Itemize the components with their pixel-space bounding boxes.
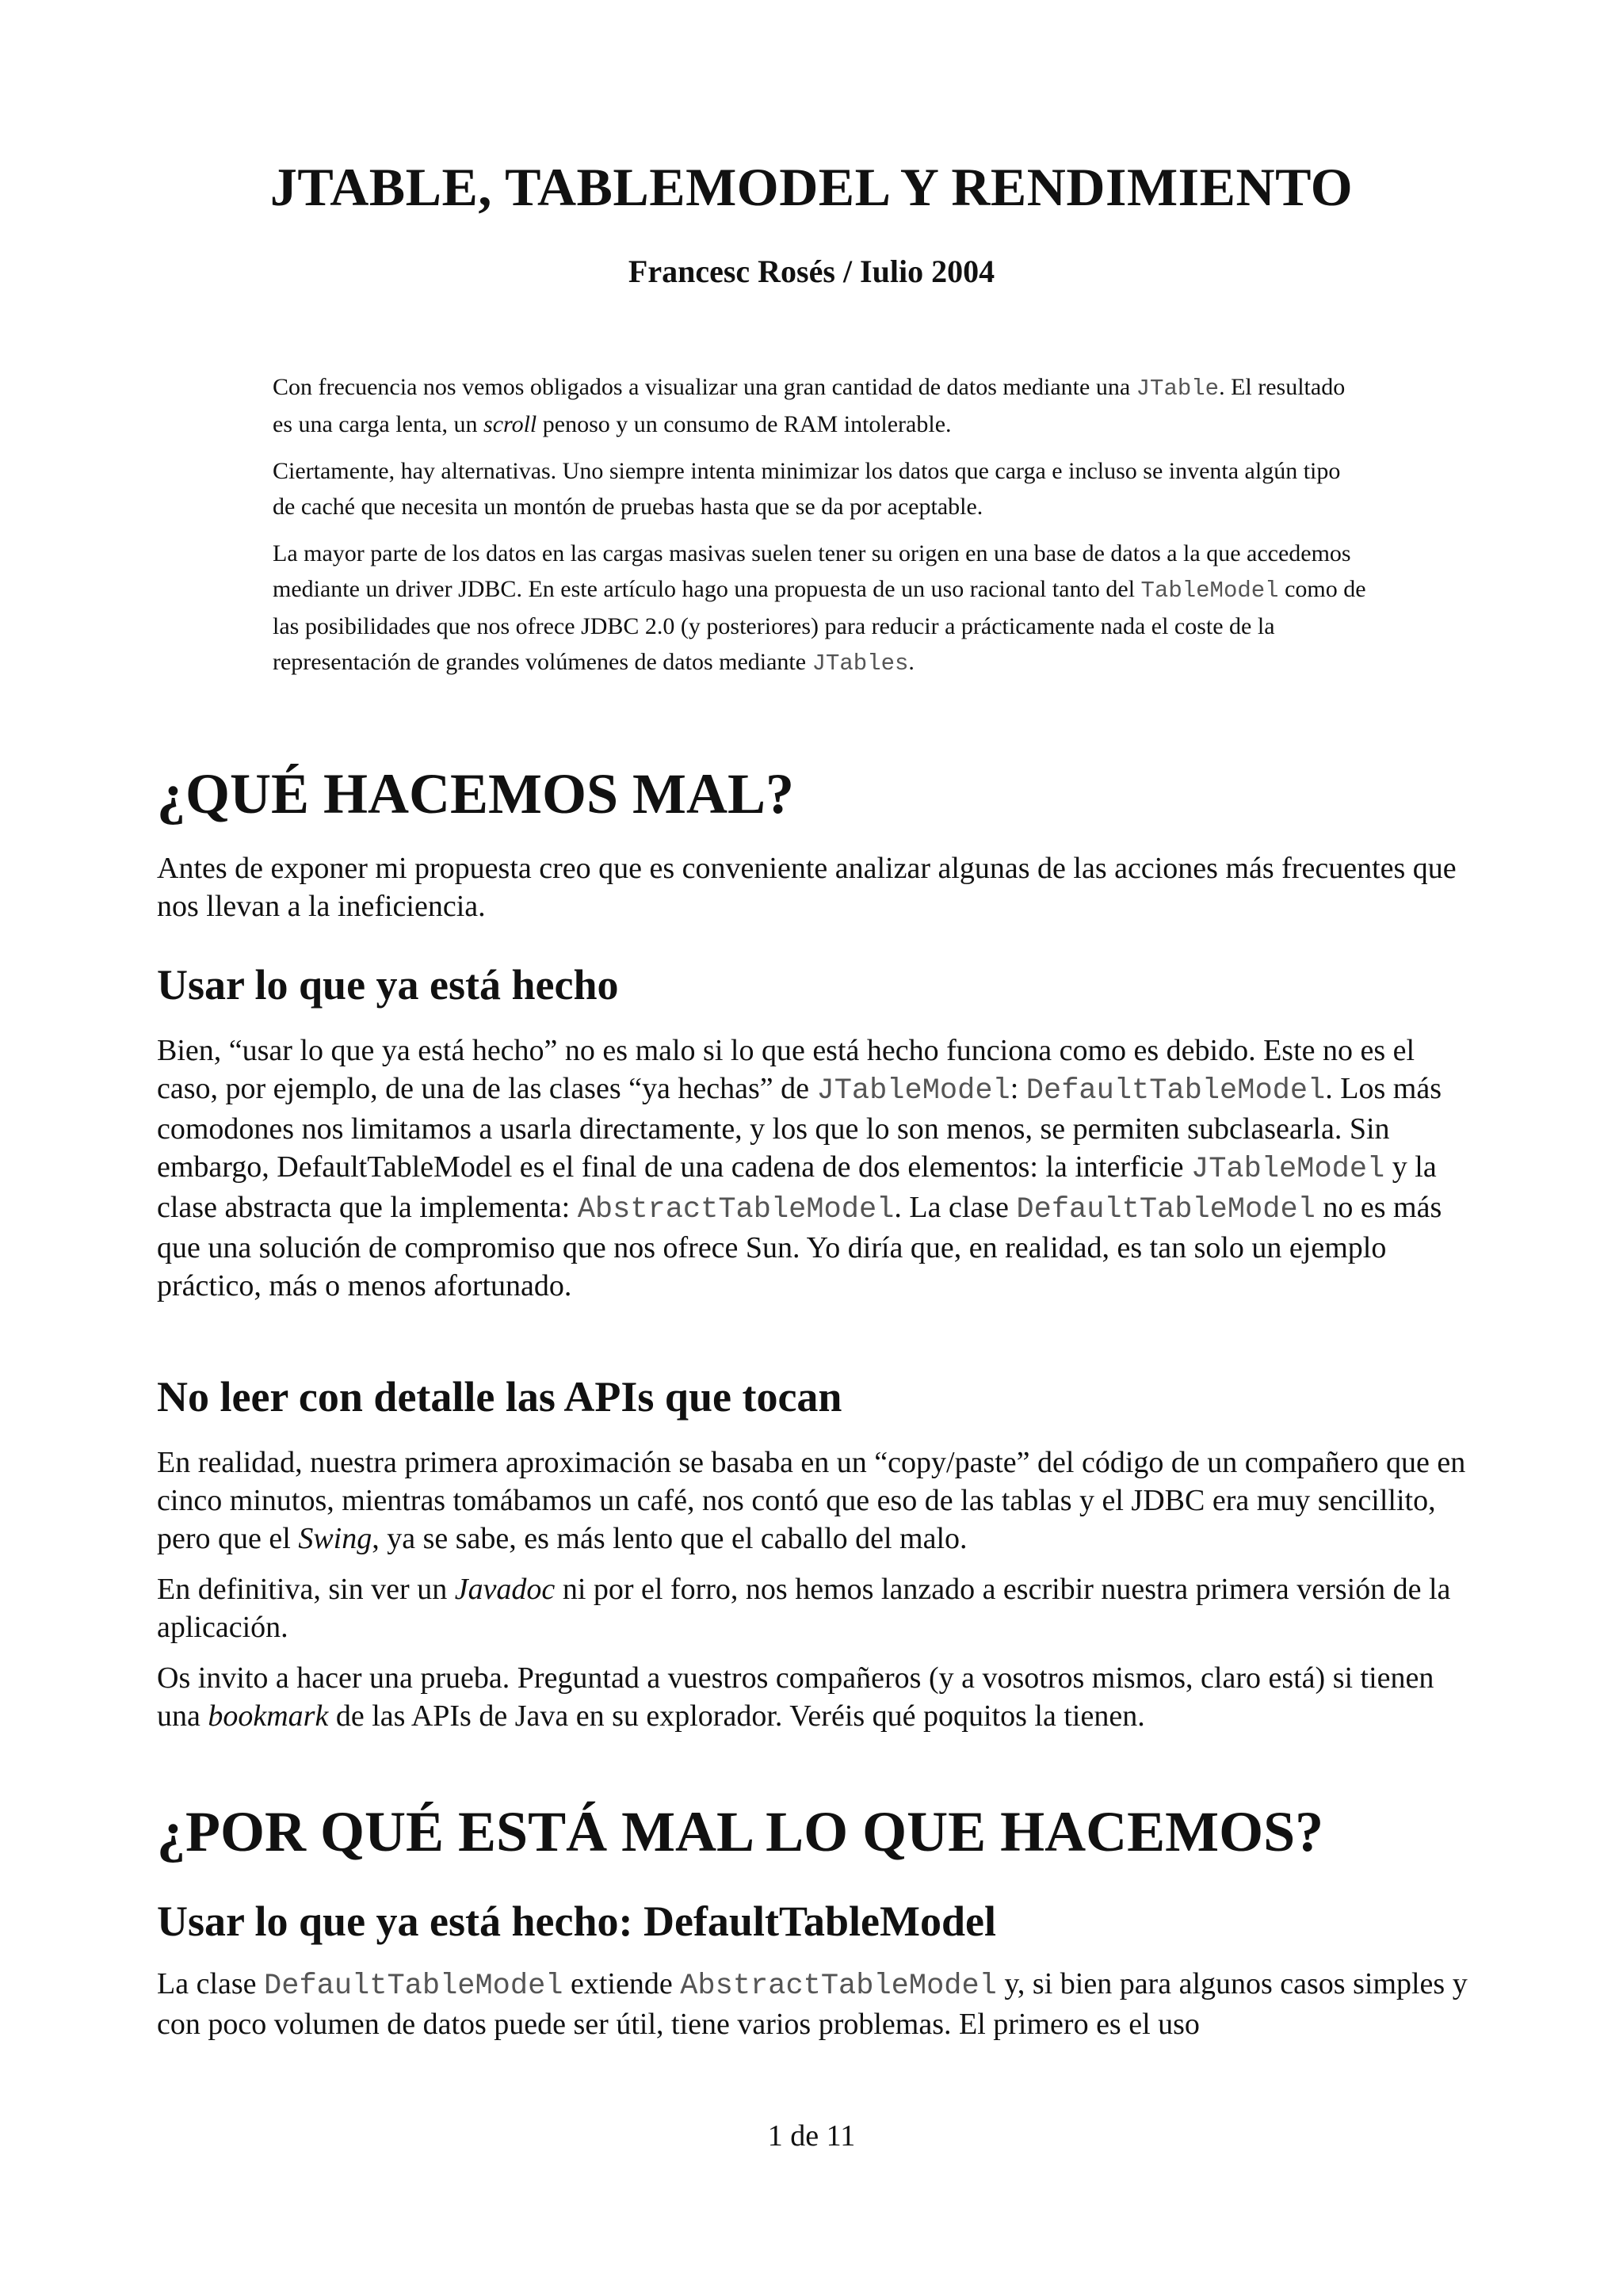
code-inline: AbstractTableModel: [577, 1193, 895, 1226]
text-run: ni por el forro, nos hemos lanzado a escribir nuestra primera versión de la aplicación.: [157, 1573, 1451, 1644]
text-run: Con frecuencia nos vemos obligados a visualizar una gran cantidad de datos mediante una: [273, 374, 1136, 400]
text-run: , ya se sabe, es más lento que el caballo del malo.: [372, 1522, 968, 1555]
subsection-default-table-model-body: [157, 1965, 1472, 2056]
text-run: no es más que una solución de compromiso que nos ofrece Sun. Yo diría que, en realidad, es tan solo un ejemplo práctico, más o menos afortunado.: [157, 1191, 1442, 1302]
body-paragraph: [157, 1659, 1472, 1735]
body-paragraph: [157, 1032, 1472, 1305]
abstract: [273, 369, 1366, 692]
text-run: extiende: [563, 1967, 681, 2000]
code-inline: DefaultTableModel: [264, 1970, 563, 2003]
text-run: como de las posibilidades que nos ofrece JDBC 2.0 (y posteriores) para reducir a prácticamente nada el coste de la representación de grandes volúmenes de datos mediante: [273, 576, 1366, 675]
code-inline: AbstractTableModel: [680, 1970, 997, 2003]
author-date-line: Francesc Rosés / Iulio 2004: [628, 254, 995, 289]
code-inline: JTableModel: [1191, 1153, 1385, 1186]
emphasis: Swing: [298, 1522, 372, 1555]
text-run: y la clase abstracta que la implementa:: [157, 1150, 1437, 1224]
section-heading-por-que-esta-mal: ¿POR QUÉ ESTÁ MAL LO QUE HACEMOS?: [157, 1800, 1324, 1863]
text-run: Os invito a hacer una prueba. Preguntad a vuestros compañeros (y a vosotros mismos, claro está) si tienen una: [157, 1661, 1434, 1733]
text-run: :: [1010, 1072, 1026, 1105]
code-inline: JTables: [812, 650, 909, 677]
body-paragraph: [157, 1444, 1472, 1558]
emphasis: scroll: [483, 411, 537, 437]
subheading-no-leer-apis: No leer con detalle las APIs que tocan: [157, 1373, 842, 1421]
body-paragraph: Antes de exponer mi propuesta creo que es conveniente analizar algunas de las acciones más frecuentes que nos llevan a la ineficiencia.: [157, 852, 1457, 923]
subheading-default-table-model: Usar lo que ya está hecho: DefaultTableModel: [157, 1897, 996, 1945]
text-run: y, si bien para algunos casos simples y con poco volumen de datos puede ser útil, tiene varios problemas. El primero es el uso: [157, 1967, 1468, 2041]
text-run: Bien, “usar lo que ya está hecho” no es malo si lo que está hecho funciona como es debido. Este no es el caso, por ejemplo, de una de las clases “ya hechas” de: [157, 1034, 1415, 1105]
emphasis: bookmark: [208, 1699, 329, 1733]
subheading-usar-lo-hecho: Usar lo que ya está hecho: [157, 961, 619, 1009]
text-run: La mayor parte de los datos en las cargas masivas suelen tener su origen en una base de datos a la que accedemos mediante un driver JDBC. En este artículo hago una propuesta de un uso racional tanto del: [273, 540, 1351, 602]
text-run: La clase: [157, 1967, 265, 2000]
section-heading-que-hacemos-mal: ¿QUÉ HACEMOS MAL?: [157, 762, 795, 826]
section-1-intro: [157, 849, 1472, 938]
page-number: 1 de 11: [767, 2119, 856, 2153]
code-inline: TableModel: [1140, 578, 1279, 604]
text-run: penoso y un consumo de RAM intolerable.: [537, 411, 952, 437]
text-run: . La clase: [894, 1191, 1017, 1224]
abstract-paragraph-2: Ciertamente, hay alternativas. Uno siempre intenta minimizar los datos que carga e incluso se inventa algún tipo de caché que necesita un montón de pruebas hasta que se da por aceptable.: [273, 458, 1341, 520]
text-run: En realidad, nuestra primera aproximación se basaba en un “copy/paste” del código de un compañero que en cinco minutos, mientras tomábamos un café, nos contó que eso de las tablas y el JDBC era muy sencillito, pero que el: [157, 1446, 1466, 1555]
code-inline: JTableModel: [816, 1074, 1010, 1108]
abstract-paragraph-1: [273, 369, 1366, 442]
document-title: JTABLE, TABLEMODEL Y RENDIMIENTO: [269, 157, 1354, 217]
text-run: . Los más comodones nos limitamos a usarla directamente, y los que lo son menos, se permiten subclasearla. Sin embargo, DefaultTableModel es el final de una cadena de dos elementos: la interficie: [157, 1072, 1442, 1184]
emphasis: Javadoc: [454, 1573, 556, 1606]
body-paragraph: [157, 1570, 1472, 1646]
code-inline: DefaultTableModel: [1025, 1074, 1326, 1108]
text-run: .: [908, 649, 915, 675]
code-inline: JTable: [1136, 376, 1220, 402]
subsection-no-leer-apis-body: [157, 1444, 1472, 1748]
abstract-paragraph-3: [273, 536, 1366, 681]
body-paragraph: [157, 1965, 1472, 2043]
subsection-usar-lo-hecho-body: [157, 1032, 1472, 1318]
code-inline: DefaultTableModel: [1016, 1193, 1316, 1226]
text-run: . El resultado es una carga lenta, un: [273, 374, 1346, 437]
text-run: En definitiva, sin ver un: [157, 1573, 455, 1606]
text-run: de las APIs de Java en su explorador. Veréis qué poquitos la tienen.: [328, 1699, 1145, 1733]
